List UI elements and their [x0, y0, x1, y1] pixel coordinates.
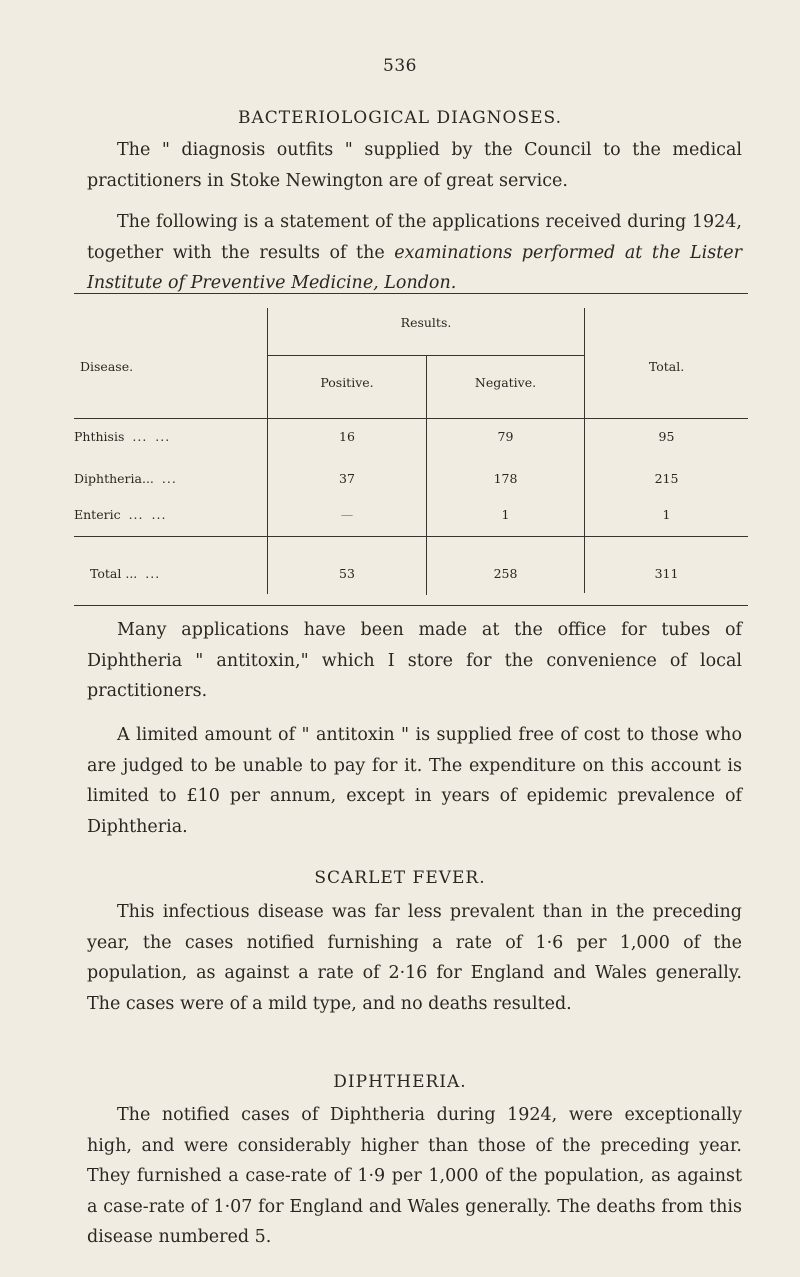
positive-column-header: Positive.: [320, 375, 374, 390]
header-bottom-rule: [74, 418, 748, 419]
table-top-rule: [74, 293, 748, 294]
table-cell-negative: 1: [501, 507, 510, 522]
antitoxin-supply-paragraph: A limited amount of " antitoxin " is supplied free of cost to those who are judged to be unable to pay for it. The expenditure on this account is limited to £10 per annum, except in years of epidemic prevalence of Diphtheria.: [87, 725, 742, 837]
applications-statement-lead: The following is a statement of the applications received during 1924, together with the results of the: [87, 212, 742, 263]
table-cell-total: 1: [662, 507, 671, 522]
table-row-label: Phthisis ... ...: [74, 429, 171, 444]
applications-statement-paragraph: [87, 207, 742, 299]
diagnosis-outfits-paragraph: The " diagnosis outfits " supplied by the Council to the medical practitioners in Stoke Newington are of great service.: [87, 140, 742, 191]
page-number: 536: [383, 56, 417, 76]
diphtheria-paragraph: The notified cases of Diphtheria during 1924, were exceptionally high, and were considerably higher than those of the preceding year. They furnished a case-rate of 1·9 per 1,000 of the population, as against a case-rate of 1·07 for England and Wales generally. The deaths from this disease numbered 5.: [87, 1105, 742, 1247]
table-cell-positive: 16: [339, 429, 355, 444]
table-row-label: Diphtheria... ...: [74, 471, 177, 486]
negative-column-header: Negative.: [474, 375, 537, 390]
scarlet-fever-heading: SCARLET FEVER.: [314, 868, 486, 888]
table-cell-negative: 178: [493, 471, 518, 486]
table-cell-negative: 79: [497, 429, 514, 444]
negative-column-rule: [584, 308, 585, 593]
total-positive: 53: [339, 566, 355, 581]
table-cell-positive: —: [340, 507, 354, 522]
table-cell-total: 215: [654, 471, 679, 486]
disease-column-rule: [267, 308, 268, 594]
table-bottom-rule: [74, 605, 748, 606]
total-total: 311: [654, 566, 679, 581]
bacteriological-results-table: [74, 293, 748, 608]
scarlet-fever-paragraph: This infectious disease was far less prevalent than in the preceding year, the cases notified furnishing a rate of 1·6 per 1,000 of the population, as against a rate of 2·16 for England and Wales generally. The cases were of a mild type, and no deaths resulted.: [87, 902, 742, 1014]
antitoxin-applications-paragraph: Many applications have been made at the office for tubes of Diphtheria " antitoxin," which I store for the convenience of local practitioners.: [87, 620, 742, 701]
table-cell-positive: 37: [339, 471, 355, 486]
lister-institute-reference: examinations performed at the Lister Institute of Preventive Medicine, London.: [87, 242, 743, 293]
table-row-label: Enteric ... ...: [74, 507, 167, 522]
table-cell-total: 95: [658, 429, 675, 444]
bacteriological-diagnoses-heading: BACTERIOLOGICAL DIAGNOSES.: [238, 108, 562, 128]
disease-column-header: Disease.: [80, 359, 134, 374]
total-row-label: Total ... ...: [90, 566, 161, 581]
total-column-header: Total.: [648, 359, 685, 374]
diphtheria-heading: DIPHTHERIA.: [333, 1072, 467, 1092]
total-negative: 258: [493, 566, 518, 581]
results-column-header: Results.: [400, 315, 452, 330]
total-separator-rule: [74, 536, 748, 537]
